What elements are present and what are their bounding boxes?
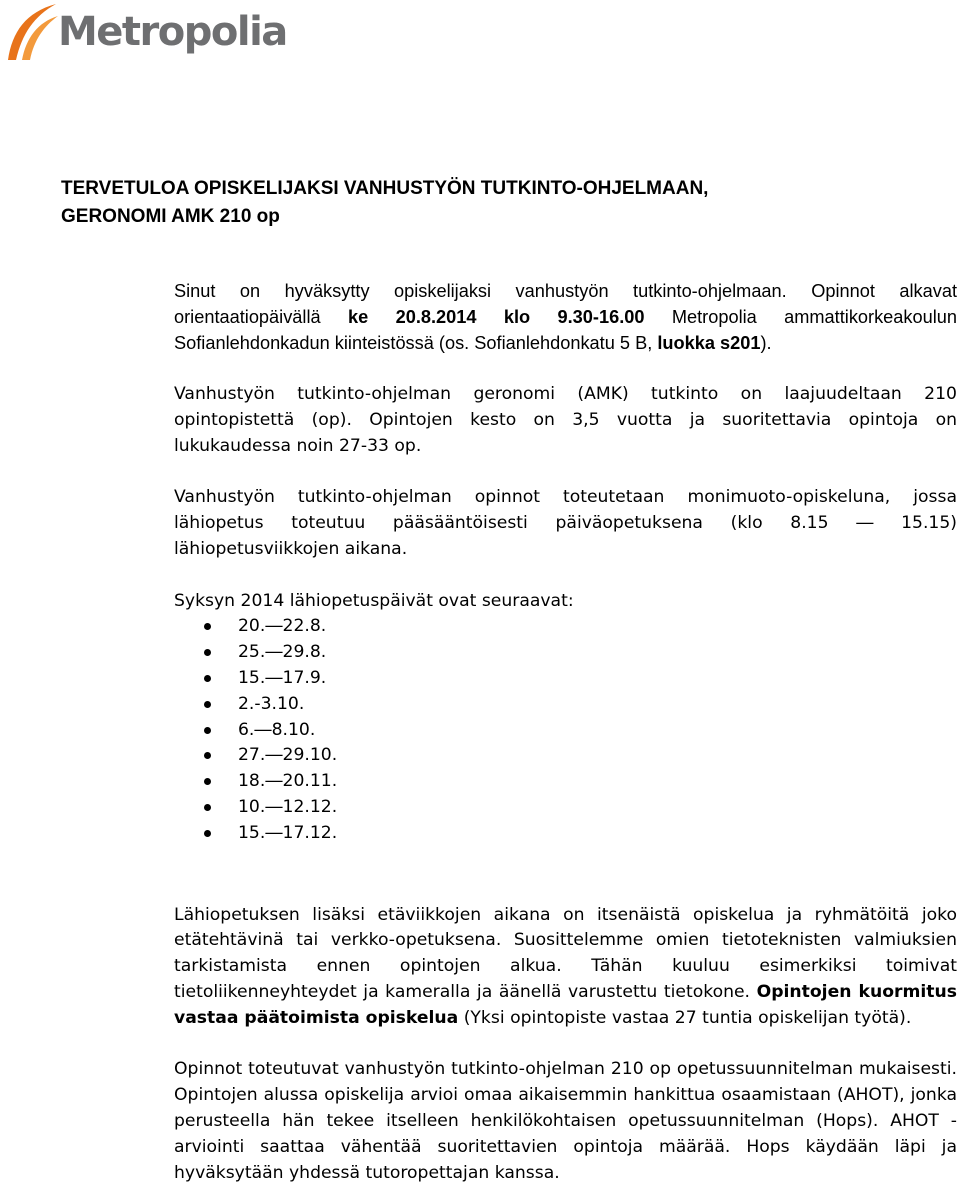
intro-text-3: ). — [760, 332, 772, 353]
list-item: 27.―29.10. — [174, 743, 957, 769]
start-datetime: ke 20.8.2014 klo 9.30-16.00 — [347, 306, 645, 327]
list-item: 10.―12.12. — [174, 795, 957, 821]
remote-text-2: (Yksi opintopiste vastaa 27 tuntia opiskelijan työtä). — [458, 1007, 912, 1028]
intro-text-1: Sinut on hyväksytty opiskelijaksi vanhustyön tutkinto-ohjelmaan. Opinnot alkavat orientaatiopäivällä — [174, 281, 957, 327]
classroom: luokka s201 — [657, 332, 761, 353]
list-item: 6.―8.10. — [174, 718, 957, 744]
dates-heading: Syksyn 2014 lähiopetuspäivät ovat seuraavat: — [174, 590, 574, 611]
metropolia-flame-icon — [4, 2, 60, 62]
list-item: 18.―20.11. — [174, 769, 957, 795]
curriculum-paragraph: Opinnot toteutuvat vanhustyön tutkinto-ohjelman 210 op opetussuunnitelman mukaisesti. Opintojen alussa opiskelija arvioi omaa aikaisemmin hankittua osaamistaan (AHOT), jonka perusteella hän tekee itselleen henkilökohtaisen opetussuunnitelman (Hops). AHOT -arviointi saattaa vähentää suoritettavien opintoja määrää. Hops käydään läpi ja hyväksytään yhdessä tutoropettajan kanssa. — [174, 1059, 957, 1183]
list-item: 15.―17.12. — [174, 821, 957, 847]
scope-text-1: Vanhustyön tutkinto-ohjelman geronomi (AMK) tutkinto on laajuudeltaan 210 opintopistettä (op). — [174, 384, 957, 430]
letter-body — [174, 279, 957, 1186]
metropolia-logo — [4, 2, 287, 62]
intro-text-2: Metropolia ammattikorkeakoulun Sofianlehdonkadun kiinteistössä (os. Sofianlehdonkatu 5 B, — [174, 306, 957, 353]
workload-note: Opintojen kuormitus vastaa päätoimista opiskelua — [174, 981, 957, 1028]
remote-text-1: Lähiopetuksen lisäksi etäviikkojen aikana on itsenäistä opiskelua ja ryhmätöitä joko etätehtävinä tai verkko-opetuksena. Suosittelemme omien tietoteknisten valmiuksien tarkistamista ennen opintojen alkua. Tähän kuuluu esimerkiksi toimivat tietoliikenneyhteydet ja kameralla ja äänellä varustettu tietokone. — [174, 904, 957, 1002]
document-title — [61, 175, 921, 231]
title-line-2: GERONOMI AMK 210 op — [61, 206, 280, 227]
scope-text-2: Opintojen kesto on 3,5 vuotta ja suoritettavia opintoja on lukukaudessa noin 27-33 op. — [174, 409, 957, 456]
scope-paragraph — [174, 382, 957, 459]
logo-text: Metropolia — [58, 9, 287, 55]
list-item: 2.-3.10. — [174, 692, 957, 718]
list-item: 15.―17.9. — [174, 666, 957, 692]
list-item: 25.―29.8. — [174, 640, 957, 666]
title-line-1: TERVETULOA OPISKELIJAKSI VANHUSTYÖN TUTKINTO-OHJELMAAN, — [61, 178, 709, 199]
method-paragraph: Vanhustyön tutkinto-ohjelman opinnot toteutetaan monimuoto-opiskeluna, jossa lähiopetus toteutuu pääsääntöisesti päiväopetuksena (klo 8.15 ― 15.15) lähiopetusviikkojen aikana. — [174, 487, 957, 559]
intro-paragraph — [174, 279, 957, 356]
dates-list — [174, 614, 957, 846]
remote-study-paragraph — [174, 903, 957, 1032]
list-item: 20.―22.8. — [174, 614, 957, 640]
